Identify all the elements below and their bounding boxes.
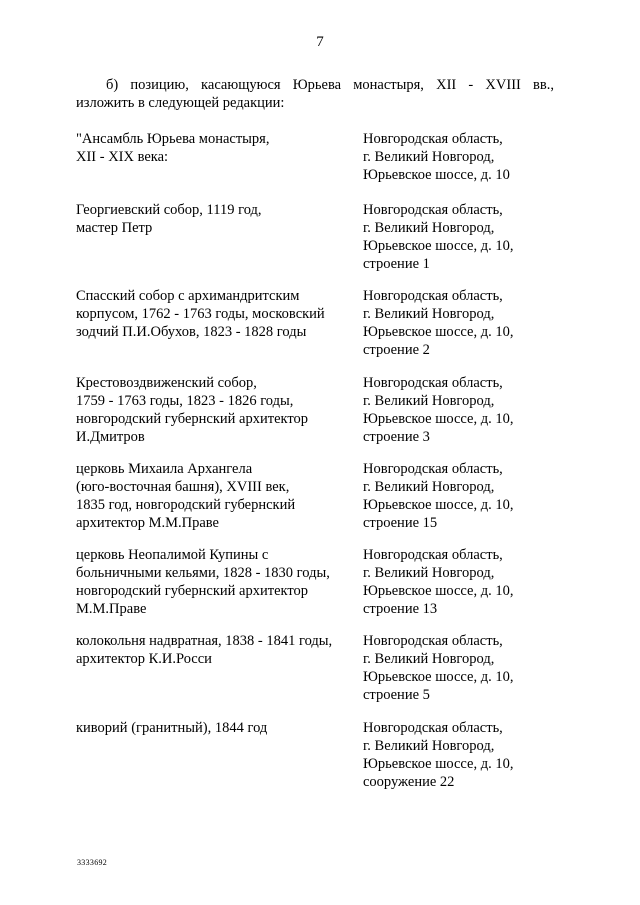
address-line: г. Великий Новгород,	[363, 220, 495, 236]
address-line: Новгородская область,	[363, 375, 503, 391]
address-line: г. Великий Новгород,	[363, 393, 495, 409]
name-line: "Ансамбль Юрьева монастыря,	[76, 131, 270, 147]
document-code: 3333692	[77, 858, 108, 867]
address-line: Юрьевское шоссе, д. 10,	[363, 238, 514, 254]
entry-address	[363, 374, 563, 446]
address-line: строение 13	[363, 601, 438, 617]
page-number: 7	[316, 34, 324, 50]
address-line: строение 5	[363, 687, 430, 703]
address-line: Юрьевское шоссе, д. 10	[363, 167, 510, 183]
name-line: новгородский губернский архитектор	[76, 411, 309, 427]
entry-name	[76, 719, 361, 737]
entry-name	[76, 201, 361, 237]
name-line: новгородский губернский архитектор	[76, 583, 309, 599]
intro-line: б) позицию, касающуюся Юрьева монастыря, XII - XVIII вв.,	[106, 77, 554, 93]
name-line: мастер Петр	[76, 220, 153, 236]
entry-name	[76, 460, 361, 532]
entry-address	[363, 201, 563, 273]
name-line: киворий (гранитный), 1844 год	[76, 720, 268, 736]
name-line: колокольня надвратная, 1838 - 1841 годы,	[76, 633, 333, 649]
address-line: Юрьевское шоссе, д. 10,	[363, 324, 514, 340]
address-line: г. Великий Новгород,	[363, 306, 495, 322]
address-line: Новгородская область,	[363, 288, 503, 304]
name-line: XII - XIX века:	[76, 149, 169, 165]
address-line: Юрьевское шоссе, д. 10,	[363, 669, 514, 685]
address-line: г. Великий Новгород,	[363, 738, 495, 754]
name-line: Георгиевский собор, 1119 год,	[76, 202, 262, 218]
address-line: г. Великий Новгород,	[363, 479, 495, 495]
address-line: г. Великий Новгород,	[363, 651, 495, 667]
name-line: (юго-восточная башня), XVIII век,	[76, 479, 290, 495]
address-line: строение 15	[363, 515, 438, 531]
address-line: Новгородская область,	[363, 131, 503, 147]
entry-address	[363, 719, 563, 791]
entry-address	[363, 546, 563, 618]
entry-address	[363, 287, 563, 359]
intro-paragraph	[76, 76, 554, 112]
entry-name	[76, 130, 361, 166]
entry-name	[76, 546, 361, 618]
name-line: 1759 - 1763 годы, 1823 - 1826 годы,	[76, 393, 294, 409]
address-line: Юрьевское шоссе, д. 10,	[363, 411, 514, 427]
address-line: строение 1	[363, 256, 430, 272]
intro-line: изложить в следующей редакции:	[76, 95, 285, 111]
address-line: г. Великий Новгород,	[363, 565, 495, 581]
entry-address	[363, 460, 563, 532]
name-line: зодчий П.И.Обухов, 1823 - 1828 годы	[76, 324, 307, 340]
name-line: архитектор К.И.Росси	[76, 651, 212, 667]
address-line: Новгородская область,	[363, 461, 503, 477]
address-line: Новгородская область,	[363, 633, 503, 649]
name-line: Спасский собор с архимандритским	[76, 288, 300, 304]
entry-address	[363, 632, 563, 704]
address-line: строение 3	[363, 429, 430, 445]
name-line: больничными кельями, 1828 - 1830 годы,	[76, 565, 330, 581]
address-line: Новгородская область,	[363, 547, 503, 563]
address-line: строение 2	[363, 342, 430, 358]
entry-name	[76, 287, 361, 341]
entry-address	[363, 130, 563, 184]
entry-name	[76, 374, 361, 446]
address-line: Юрьевское шоссе, д. 10,	[363, 497, 514, 513]
address-line: Новгородская область,	[363, 202, 503, 218]
name-line: церковь Михаила Архангела	[76, 461, 253, 477]
name-line: 1835 год, новгородский губернский	[76, 497, 296, 513]
name-line: М.М.Праве	[76, 601, 147, 617]
name-line: Крестовоздвиженский собор,	[76, 375, 257, 391]
address-line: г. Великий Новгород,	[363, 149, 495, 165]
address-line: Юрьевское шоссе, д. 10,	[363, 583, 514, 599]
address-line: Юрьевское шоссе, д. 10,	[363, 756, 514, 772]
name-line: И.Дмитров	[76, 429, 145, 445]
address-line: сооружение 22	[363, 774, 455, 790]
name-line: архитектор М.М.Праве	[76, 515, 219, 531]
address-line: Новгородская область,	[363, 720, 503, 736]
entry-name	[76, 632, 361, 668]
name-line: корпусом, 1762 - 1763 годы, московский	[76, 306, 325, 322]
name-line: церковь Неопалимой Купины с	[76, 547, 269, 563]
